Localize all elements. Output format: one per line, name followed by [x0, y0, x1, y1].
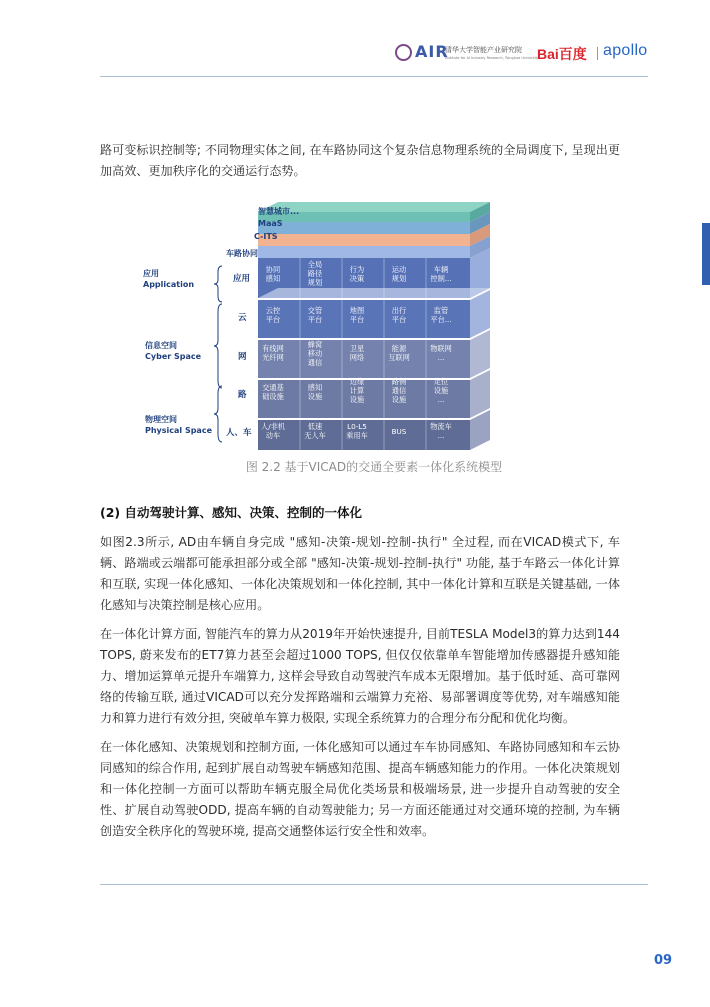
- cell-cloud-4: 出行 平台: [391, 306, 407, 324]
- cell-app-1: 协同 感知: [265, 265, 281, 283]
- top-layer-smart-city: 智慧城市...: [258, 207, 300, 216]
- cell-net-2: 蜂窝 移动 通信: [307, 340, 323, 367]
- group-cyber-space: 信息空间 Cyber Space: [145, 341, 202, 361]
- top-layer-vehicle-road: 车路协同: [226, 249, 258, 258]
- cell-road-2: 感知 设施: [307, 383, 323, 401]
- slab-vehicle-road: [258, 246, 470, 258]
- cell-road-1: 交通基 础设施: [262, 383, 284, 401]
- cell-cloud-2: 交管 平台: [307, 306, 323, 324]
- cell-veh-1: 人/非机 动车: [261, 422, 285, 440]
- paragraph-1: 如图2.3所示, AD由车辆自身完成 "感知-决策-规划-控制-执行" 全过程, 而在VICAD模式下, 车辆、路端或云端都可能承担部分或全部 "感知-决策-规划-控制-执行" 功能, 基于车路云一体化计算和互联, 实现一体化感知、一体化决策规划和一体化控制, 其中一体化计算和互联是关键基础, 一体化感知与决策控制是核心应用。: [100, 535, 620, 612]
- cell-cloud-3: 地图 平台: [349, 306, 365, 324]
- footer-rule: [100, 884, 648, 885]
- cell-veh-2: 低速 无人车: [304, 422, 326, 440]
- left-braces: [214, 266, 222, 442]
- paragraph-intro: 路可变标识控制等; 不同物理实体之间, 在车路协同这个复杂信息物理系统的全局调度下, 呈现出更加高效、更加秩序化的交通运行态势。: [100, 143, 620, 178]
- group-physical-space: 物理空间 Physical Space: [145, 415, 212, 435]
- level-cloud: 云: [238, 313, 247, 323]
- baidu-logo: Bai百度: [537, 46, 587, 62]
- cell-veh-5: 物流车 ...: [430, 422, 452, 440]
- cell-cloud-1: 云控 平台: [265, 306, 281, 324]
- cell-net-1: 有线网 光纤网: [262, 344, 284, 362]
- air-logo: AIR: [415, 42, 449, 61]
- figure-caption: 图 2.2 基于VICAD的交通全要素一体化系统模型: [245, 460, 503, 474]
- group-application: 应用 Application: [143, 269, 195, 289]
- tsinghua-air-name: 清华大学智能产业研究院: [445, 46, 522, 54]
- cell-road-3: 边缘 计算 设施: [349, 377, 365, 404]
- level-human-vehicle: 人、车: [226, 428, 252, 438]
- level-application: 应用: [233, 274, 251, 284]
- tsinghua-air-english: Institute for AI Industry Research, Tsinghua University: [445, 56, 540, 60]
- cube-graphic: [140, 200, 520, 450]
- figure-vicad-model: [0, 0, 710, 470]
- apollo-logo: apollo: [603, 42, 648, 59]
- level-network: 网: [238, 352, 247, 362]
- level-road: 路: [238, 390, 247, 400]
- cell-net-5: 物联网 ...: [430, 344, 452, 362]
- cell-cloud-5: 监管 平台...: [430, 306, 452, 324]
- cell-app-5: 车辆 控制...: [430, 265, 452, 283]
- cell-net-3: 卫星 网络: [349, 344, 365, 362]
- paragraph-2: 在一体化计算方面, 智能汽车的算力从2019年开始快速提升, 目前TESLA Model3的算力达到144 TOPS, 蔚来发布的ET7算力甚至会超过1000 TOPS, 但仅仅依靠单车智能增加传感器提升感知能力、增加运算单元提升车端算力, 这样会导致自动驾驶汽车成本无限增加。基于低时延、高可靠网络的传输互联, 通过VICAD可以充分发挥路端和云端算力充裕、易部署调度等优势, 对车端感知能力和算力进行有效分担, 突破单车算力极限, 实现全系统算力的合理分布分配和优化均衡。: [100, 627, 620, 725]
- cell-road-4: 路侧 通信 设施: [391, 377, 407, 404]
- top-layer-maas: MaaS: [258, 219, 283, 228]
- cell-net-4: 能源 互联网: [388, 344, 410, 362]
- slab-c-its: [258, 234, 470, 246]
- section-title: (2) 自动驾驶计算、感知、决策、控制的一体化: [100, 505, 362, 520]
- cell-veh-4: BUS: [391, 427, 407, 436]
- cell-app-3: 行为 决策: [349, 265, 365, 283]
- slab-maas: [258, 222, 470, 234]
- top-layer-c-its: C-ITS: [254, 232, 278, 241]
- cell-app-4: 运动 规划: [391, 265, 407, 283]
- page-number: 09: [654, 953, 673, 968]
- cell-veh-3: L0-L5 乘用车: [346, 422, 368, 440]
- cell-road-5: 定位 设施 ...: [433, 377, 449, 404]
- cell-app-2: 全局 路径 规划: [307, 260, 323, 287]
- paragraph-3: 在一体化感知、决策规划和控制方面, 一体化感知可以通过车车协同感知、车路协同感知和车云协同感知的综合作用, 起到扩展自动驾驶车辆感知范围、提高车辆感知能力的作用。一体化决策规划和一体化控制一方面可以帮助车辆克服全局优化类场景和极端场景, 进一步提升自动驾驶的安全性、扩展自动驾驶ODD, 提高车辆的自动驾驶能力; 另一方面还能通过对交通环境的控制, 为车辆创造安全秩序化的驾驶环境, 提高交通整体运行安全性和效率。: [100, 740, 620, 838]
